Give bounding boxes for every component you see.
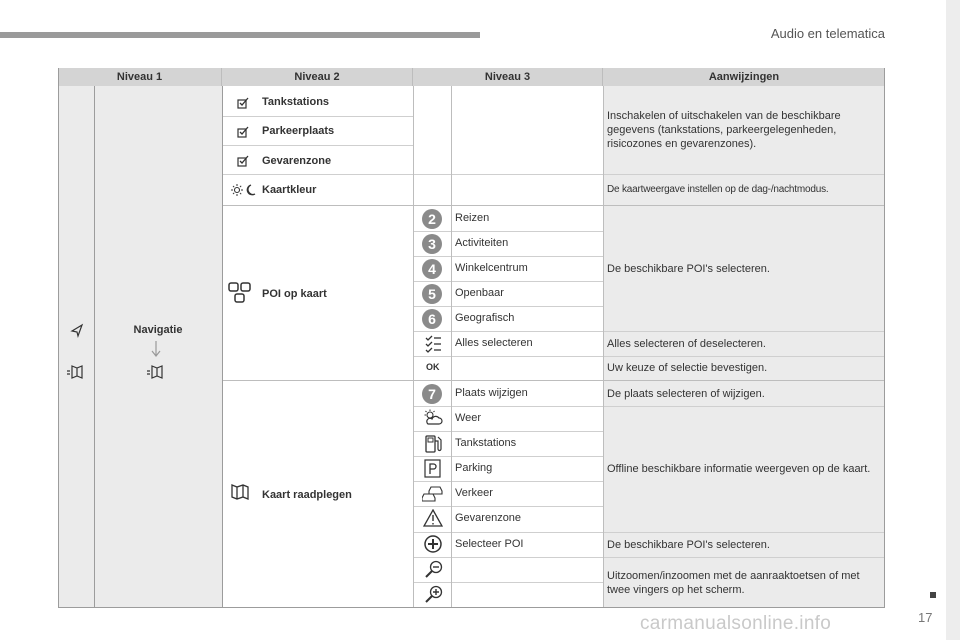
poi-on-map-label[interactable]: POI op kaart	[262, 288, 327, 300]
checkbox-icon[interactable]	[237, 155, 249, 167]
row-divider	[413, 557, 885, 558]
zoom-out-icon[interactable]	[424, 560, 444, 578]
level1-icon-cell	[58, 86, 94, 608]
consult-map-label[interactable]: Kaart raadplegen	[262, 489, 352, 501]
parking-icon[interactable]	[424, 459, 442, 479]
grid-line	[413, 86, 414, 608]
badge-2: 2	[422, 209, 442, 229]
offline-item-verkeer[interactable]: Verkeer	[455, 487, 493, 499]
checkbox-icon[interactable]	[237, 126, 249, 138]
row-divider	[413, 532, 885, 533]
select-all-icon[interactable]	[424, 335, 442, 353]
poi-item-winkelcentrum[interactable]: Winkelcentrum	[455, 262, 528, 274]
offline-item-gevarenzone[interactable]: Gevarenzone	[455, 512, 522, 524]
row-divider	[222, 116, 413, 117]
page-number: 17	[918, 610, 933, 625]
offline-item-weer[interactable]: Weer	[455, 412, 482, 424]
row-divider	[413, 306, 603, 307]
map-icon[interactable]	[230, 483, 250, 501]
item-parkeerplaats[interactable]: Parkeerplaats	[262, 125, 335, 137]
menu-table	[58, 68, 885, 608]
poi-item-openbaar[interactable]: Openbaar	[455, 287, 504, 299]
map-settings-description: Inschakelen of uitschakelen van de beschikbare gegevens (tankstations, parkeergelegenheden, risicozones en gevarenzones).	[603, 86, 885, 174]
grid-line	[58, 68, 59, 608]
grid-line	[884, 68, 885, 608]
ok-description: Uw keuze of selectie bevestigen.	[603, 356, 885, 380]
row-divider	[413, 456, 603, 457]
offline-item-tankstations[interactable]: Tankstations	[455, 437, 517, 449]
col-header-niveau3: Niveau 3	[413, 68, 603, 86]
weather-icon[interactable]	[422, 409, 444, 427]
checkbox-icon[interactable]	[237, 97, 249, 109]
grid-line	[222, 86, 223, 608]
watermark: carmanualsonline.info	[640, 613, 832, 634]
offline-description: Offline beschikbare informatie weergeven op de kaart.	[603, 406, 885, 532]
row-divider	[413, 231, 603, 232]
col-header-niveau2: Niveau 2	[222, 68, 413, 86]
top-rule	[0, 32, 480, 38]
row-divider	[413, 256, 603, 257]
badge-4: 4	[422, 259, 442, 279]
badge-5: 5	[422, 284, 442, 304]
change-place-label[interactable]: Plaats wijzigen	[455, 387, 528, 399]
row-divider	[413, 331, 885, 332]
poi-description: De beschikbare POI's selecteren.	[603, 206, 885, 331]
navigation-arrow-icon	[70, 323, 84, 339]
traffic-icon[interactable]	[422, 484, 444, 504]
col-header-niveau1: Niveau 1	[58, 68, 222, 86]
fuel-station-icon[interactable]	[424, 434, 442, 454]
grid-line	[603, 86, 604, 608]
map-menu-icon	[66, 364, 88, 380]
add-poi-icon[interactable]	[424, 535, 442, 553]
poi-item-reizen[interactable]: Reizen	[455, 212, 490, 224]
select-all-description: Alles selecteren of deselecteren.	[603, 331, 885, 356]
poi-item-activiteiten[interactable]: Activiteiten	[455, 237, 509, 249]
poi-item-geografisch[interactable]: Geografisch	[455, 312, 515, 324]
map-color-label[interactable]: Kaartkleur	[262, 184, 317, 196]
zoom-in-icon[interactable]	[424, 585, 444, 603]
map-color-description: De kaartweergave instellen op de dag-/nachtmodus.	[603, 175, 885, 205]
grid-line	[94, 86, 95, 608]
select-all-label[interactable]: Alles selecteren	[455, 337, 533, 349]
zoom-description: Uitzoomen/inzoomen met de aanraaktoetsen of met twee vingers op het scherm.	[603, 557, 885, 608]
poi-icon[interactable]	[228, 282, 252, 304]
side-marker	[930, 592, 936, 598]
warning-icon[interactable]	[423, 509, 443, 527]
row-divider	[222, 145, 413, 146]
change-place-description: De plaats selecteren of wijzigen.	[603, 381, 885, 406]
col-header-aanwijzingen: Aanwijzingen	[603, 68, 885, 86]
map-menu-icon-2	[146, 364, 168, 380]
row-divider	[413, 506, 603, 507]
badge-3: 3	[422, 234, 442, 254]
map-settings-level3-cell	[413, 86, 603, 174]
ok-button[interactable]: OK	[426, 362, 440, 372]
row-divider	[413, 431, 603, 432]
page-header-title: Audio en telematica	[770, 26, 885, 41]
row-divider	[413, 406, 885, 407]
select-poi-description: De beschikbare POI's selecteren.	[603, 532, 885, 557]
badge-7: 7	[422, 384, 442, 404]
day-night-icon[interactable]	[230, 183, 256, 197]
badge-6: 6	[422, 309, 442, 329]
side-margin-bar	[946, 0, 960, 640]
arrow-down-icon	[150, 340, 162, 358]
table-bottom-border	[58, 607, 885, 608]
select-poi-label[interactable]: Selecteer POI	[455, 538, 524, 550]
row-divider	[413, 281, 603, 282]
item-gevarenzone[interactable]: Gevarenzone	[262, 155, 332, 167]
grid-line	[451, 86, 452, 608]
navigation-label: Navigatie	[133, 324, 183, 336]
row-divider	[413, 481, 603, 482]
item-tankstations[interactable]: Tankstations	[262, 96, 330, 108]
row-divider	[413, 356, 885, 357]
offline-item-parking[interactable]: Parking	[455, 462, 493, 474]
row-divider	[413, 582, 603, 583]
